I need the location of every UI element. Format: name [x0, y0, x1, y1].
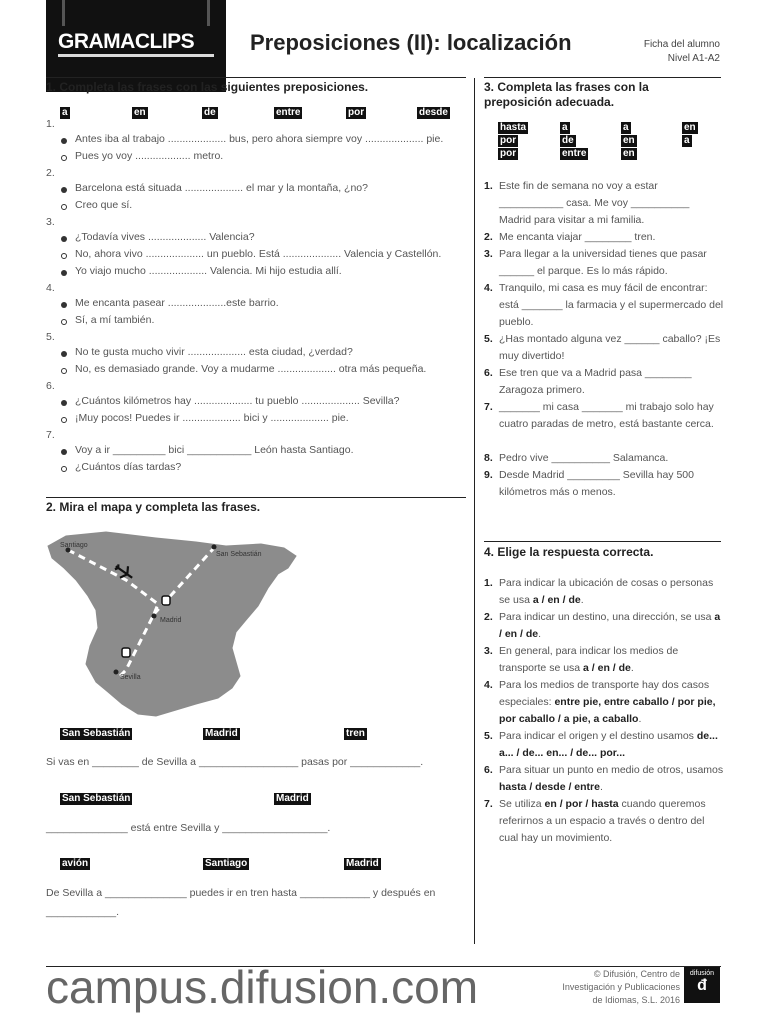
dialogue-line: Yo viajo mucho .................... Valencia. Mi hijo estudia allí. [75, 265, 342, 277]
word-chip: Madrid [276, 793, 309, 804]
item-number: 3. [484, 645, 493, 657]
answer-options[interactable]: de... a... / de... en... / de... por... [499, 730, 718, 759]
dialogue-line: No te gusta mucho vivir .................... esta ciudad, ¿verdad? [75, 346, 353, 358]
exercise-item [484, 467, 724, 501]
item-text-end: . [538, 628, 542, 640]
item-number: 1. [484, 180, 493, 192]
ficha-line1: Ficha del alumno [643, 39, 720, 50]
ex2-word-group-2 [60, 793, 420, 807]
word-chip: a [684, 135, 690, 146]
ex3-heading-text: 3. Completa las frases con la preposición adecuada. [484, 80, 649, 109]
footer-copyright [520, 968, 680, 1007]
dialogue-line: Antes iba al trabajo .................... bus, pero ahora siempre voy .................... pie. [75, 133, 444, 145]
bullet-icon [61, 351, 67, 357]
ex2-sentence-3a: De Sevilla a ______________ puedes ir en tren hasta ____________ y después en [46, 887, 436, 899]
item-number: 7. [46, 429, 55, 441]
item-text: Se utiliza [499, 798, 545, 810]
bullet-icon [61, 449, 67, 455]
bullet-icon [61, 466, 67, 472]
exercise-item [484, 280, 724, 331]
item-number: 5. [484, 333, 493, 345]
bullet-icon [61, 204, 67, 210]
exercise-item [484, 399, 724, 433]
bullet-icon [61, 253, 67, 259]
word-chip: a [562, 122, 568, 133]
word-chip: Madrid [346, 858, 379, 869]
exercise-item [484, 229, 724, 246]
item-number: 3. [484, 248, 493, 260]
ex2-sentence-3b: ____________. [46, 906, 119, 918]
item-text: En general, para indicar los medios de transporte se usa [499, 645, 679, 674]
exercise-item [484, 762, 724, 796]
dialogue-line: ¿Cuántos kilómetros hay .................... tu pueblo .................... Sevilla? [75, 395, 400, 407]
bullet-icon [61, 302, 67, 308]
item-text: ¿Has montado alguna vez ______ caballo? ¡Es muy divertido! [499, 333, 721, 362]
word-chip: a [62, 107, 68, 118]
item-number: 1. [46, 118, 55, 130]
item-number: 4. [46, 282, 55, 294]
logo-text: GRAMACLIPS [58, 30, 195, 53]
exercise-item [484, 609, 724, 643]
word-chip: por [348, 107, 365, 118]
dialogue-line: No, es demasiado grande. Voy a mudarme .................... otra más pequeña. [75, 363, 427, 375]
exercise-item [484, 677, 724, 728]
item-number: 4. [484, 282, 493, 294]
item-text-end: cuando queremos referirnos a un espacio a través o dentro del cual hay un movimiento. [499, 798, 706, 844]
answer-options[interactable]: en / por / hasta [544, 798, 619, 810]
bullet-icon [61, 138, 67, 144]
ex2-word-group-1 [60, 728, 420, 742]
dialogue-line: Pues yo voy ................... metro. [75, 150, 224, 162]
word-chip: entre [562, 148, 587, 159]
word-chip: Santiago [205, 858, 248, 869]
answer-options[interactable]: a / en / de [583, 662, 631, 674]
word-chip: a [623, 122, 629, 133]
bullet-icon [61, 270, 67, 276]
item-number: 5. [46, 331, 55, 343]
exercise-item [484, 331, 724, 365]
difusion-brand: difusión [689, 970, 715, 977]
ex1-heading: 1. Completa las frases con las siguientes preposiciones. [46, 80, 369, 94]
ex2-heading: 2. Mira el mapa y completa las frases. [46, 500, 261, 514]
train-icon-2 [122, 648, 130, 657]
word-chip: hasta [500, 122, 527, 133]
item-text-end: . [599, 781, 603, 793]
copyright-line1: © Difusión, Centro de [593, 969, 680, 979]
exercise-item [484, 365, 724, 399]
exercise-item [484, 796, 724, 847]
item-text: Este fin de semana no voy a estar ___________ casa. Me voy __________ Madrid para visitar a mi familia. [499, 180, 690, 226]
item-text: Para indicar un destino, una dirección, se usa [499, 611, 715, 623]
item-number: 6. [484, 367, 493, 379]
item-number: 5. [484, 730, 493, 742]
exercise-item [484, 575, 724, 609]
map-label-santiago: Santiago [60, 542, 88, 549]
item-number: 2. [46, 167, 55, 179]
word-chip: San Sebastián [62, 728, 131, 739]
dialogue-line: ¡Muy pocos! Puedes ir .................... bici y .................... pie. [75, 412, 349, 424]
dialogue-line: Voy a ir _________ bici ___________ León hasta Santiago. [75, 444, 354, 456]
copyright-line3: de Idiomas, S.L. 2016 [592, 995, 680, 1005]
item-text-end: . [630, 662, 634, 674]
ex2-word-group-3 [60, 858, 420, 872]
word-chip: de [562, 135, 574, 146]
map-label-san-sebastian: San Sebastián [216, 551, 262, 558]
item-number: 3. [46, 216, 55, 228]
column-divider [474, 78, 475, 944]
dialogue-line: Sí, a mí también. [75, 314, 155, 326]
word-chip: en [684, 122, 696, 133]
ex2-sentence-1: Si vas en ________ de Sevilla a _________________ pasas por ____________. [46, 756, 424, 768]
item-text: Para indicar la ubicación de cosas o personas se usa [499, 577, 714, 606]
answer-options[interactable]: hasta / desde / entre [499, 781, 600, 793]
exercise-item [484, 643, 724, 677]
map-label-sevilla: Sevilla [120, 674, 141, 681]
bullet-icon [61, 187, 67, 193]
item-number: 1. [484, 577, 493, 589]
ficha-info [644, 38, 720, 66]
answer-options[interactable]: a / en / de [532, 594, 581, 606]
ex3-list [484, 178, 724, 508]
item-number: 8. [484, 452, 493, 464]
dialogue-line: ¿Todavía vives .................... Valencia? [75, 231, 255, 243]
word-chip: entre [276, 107, 301, 118]
item-text: Tranquilo, mi casa es muy fácil de encontrar: está _______ la farmacia y el supermercado del pueblo. [499, 282, 724, 328]
word-chip: desde [419, 107, 448, 118]
word-chip: en [623, 135, 635, 146]
word-chip: Madrid [205, 728, 238, 739]
item-number: 6. [46, 380, 55, 392]
item-number: 2. [484, 231, 493, 243]
dialogue-line: ¿Cuántos días tardas? [75, 461, 182, 473]
answer-options[interactable]: a / en / de [499, 611, 721, 640]
item-number: 7. [484, 798, 493, 810]
word-chip: San Sebastián [62, 793, 131, 804]
item-number: 9. [484, 469, 493, 481]
page-title: Preposiciones (II): localización [250, 30, 572, 55]
bullet-icon [61, 155, 67, 161]
item-text: Pedro vive __________ Salamanca. [499, 452, 669, 464]
item-text: Desde Madrid _________ Sevilla hay 500 kilómetros más o menos. [499, 469, 694, 498]
copyright-line2: Investigación y Publicaciones [562, 982, 680, 992]
item-number: 2. [484, 611, 493, 623]
item-text: Para llegar a la universidad tienes que pasar ______ el parque. Es lo más rápido. [499, 248, 707, 277]
dialogue-line: Barcelona está situada .................... el mar y la montaña, ¿no? [75, 182, 368, 194]
dialogue-line: Creo que sí. [75, 199, 133, 211]
map-label-madrid: Madrid [160, 617, 182, 624]
item-text: Me encanta viajar ________ tren. [499, 231, 656, 243]
word-chip: en [134, 107, 146, 118]
word-chip: de [204, 107, 216, 118]
word-chip: por [500, 148, 517, 159]
difusion-logo [684, 967, 720, 1003]
ex4-list [484, 575, 724, 875]
exercise-item [484, 246, 724, 280]
bullet-icon [61, 319, 67, 325]
exercise-item [484, 728, 724, 762]
word-chip: avión [62, 858, 89, 869]
item-text: Para indicar el origen y el destino usamos [499, 730, 697, 742]
bullet-icon [61, 368, 67, 374]
dialogue-line: Me encanta pasear ....................este barrio. [75, 297, 279, 309]
difusion-mark-icon: đ [697, 977, 707, 994]
dialogue-line: No, ahora vivo .................... un pueblo. Está .................... Valencia y Castellón. [75, 248, 442, 260]
ex4-heading: 4. Elige la respuesta correcta. [484, 545, 654, 559]
word-chip: por [500, 135, 517, 146]
gramaclips-logo [46, 0, 226, 92]
train-icon [162, 596, 170, 605]
footer-site: campus.difusion.com [46, 961, 479, 1013]
item-text-end: . [580, 594, 584, 606]
ficha-line2: Nivel A1-A2 [667, 53, 720, 64]
ex1-list [46, 118, 466, 473]
item-text-end: . [638, 713, 642, 725]
item-text: Para situar un punto en medio de otros, usamos [499, 764, 724, 776]
item-number: 6. [484, 764, 493, 776]
bullet-icon [61, 417, 67, 423]
exercise-item [484, 450, 724, 467]
spain-map [46, 528, 306, 720]
ex3-heading [484, 80, 714, 110]
ex3-word-bank [498, 122, 718, 162]
item-number: 7. [484, 401, 493, 413]
bullet-icon [61, 236, 67, 242]
item-text: Para los medios de transporte hay dos casos especiales: [499, 679, 710, 708]
item-number: 4. [484, 679, 493, 691]
item-text: Ese tren que va a Madrid pasa ________ Zaragoza primero. [499, 367, 692, 396]
answer-options[interactable]: entre pie, entre caballo / por pie, por caballo / a pie, a caballo [499, 696, 716, 725]
spain-shape [48, 532, 296, 716]
word-chip: tren [346, 728, 365, 739]
bullet-icon [61, 400, 67, 406]
word-chip: en [623, 148, 635, 159]
exercise-item [484, 178, 724, 229]
ex2-sentence-2: ______________ está entre Sevilla y __________________. [46, 822, 331, 834]
item-text: _______ mi casa _______ mi trabajo solo hay cuatro paradas de metro, está bastante cerca. [499, 401, 714, 430]
